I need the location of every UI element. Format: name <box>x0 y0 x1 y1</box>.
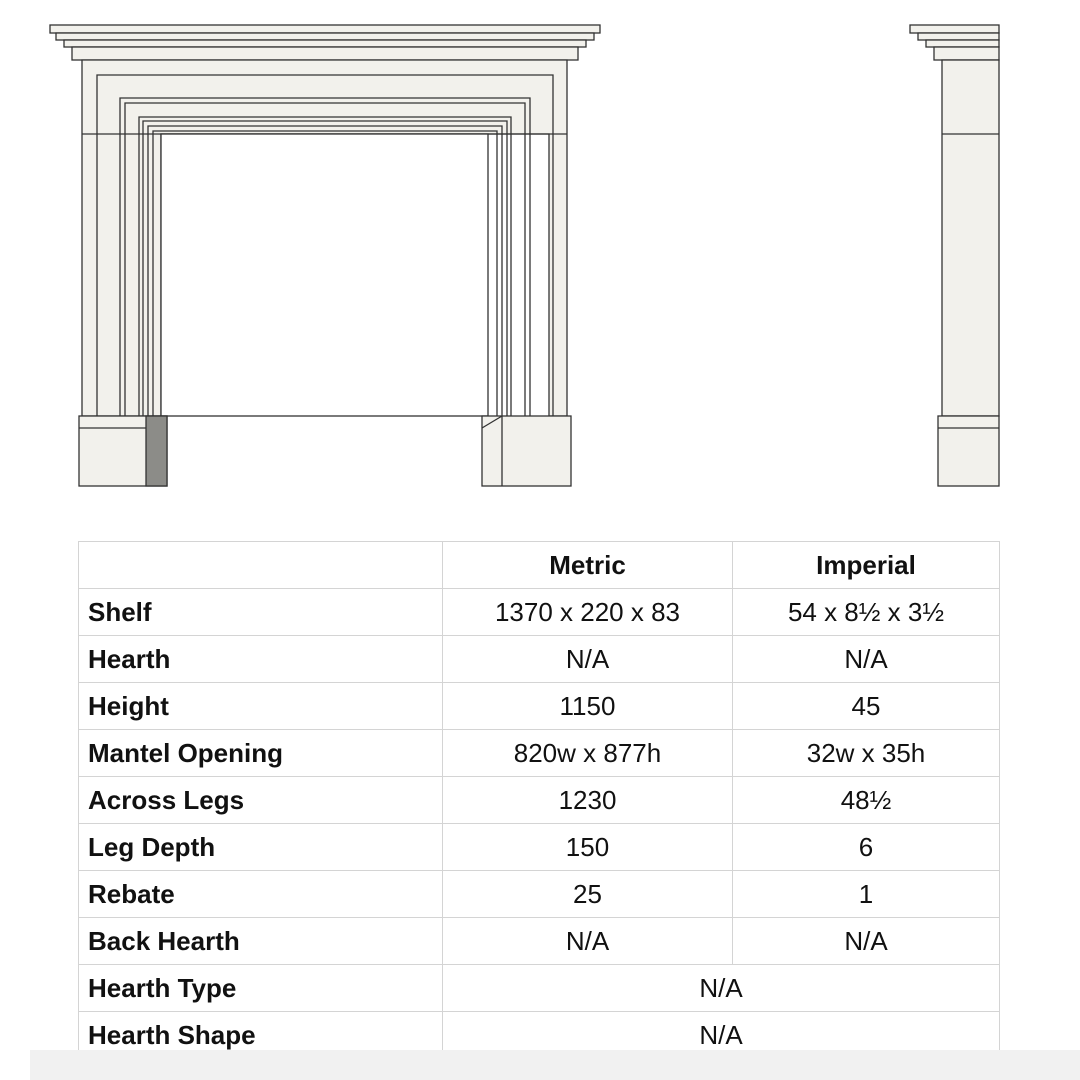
table-row <box>79 824 1000 871</box>
fireplace-opening <box>161 134 488 416</box>
metric-value: N/A <box>443 636 733 683</box>
row-label: Rebate <box>79 871 443 918</box>
table-row <box>79 871 1000 918</box>
row-label: Hearth Type <box>79 965 443 1012</box>
front-elevation-drawing <box>50 25 600 486</box>
imperial-value: 32w x 35h <box>733 730 1000 777</box>
mantel-shelf <box>50 25 600 33</box>
metric-column-header: Metric <box>443 542 733 589</box>
row-label: Hearth Shape <box>79 1012 443 1059</box>
imperial-value: N/A <box>733 918 1000 965</box>
merged-value: N/A <box>443 965 1000 1012</box>
row-label: Leg Depth <box>79 824 443 871</box>
imperial-value: 48½ <box>733 777 1000 824</box>
imperial-value: 54 x 8½ x 3½ <box>733 589 1000 636</box>
row-label: Mantel Opening <box>79 730 443 777</box>
corner-cell <box>79 542 443 589</box>
metric-value: 1370 x 220 x 83 <box>443 589 733 636</box>
table-row <box>79 965 1000 1012</box>
side-elevation-drawing <box>910 25 999 486</box>
table-row <box>79 918 1000 965</box>
imperial-value: 45 <box>733 683 1000 730</box>
metric-value: 1230 <box>443 777 733 824</box>
row-label: Back Hearth <box>79 918 443 965</box>
specification-table <box>78 541 1000 1059</box>
metric-value: N/A <box>443 918 733 965</box>
row-label: Hearth <box>79 636 443 683</box>
table-header-row <box>79 542 1000 589</box>
row-label: Shelf <box>79 589 443 636</box>
right-plinth <box>482 416 571 486</box>
imperial-value: 6 <box>733 824 1000 871</box>
table-row <box>79 589 1000 636</box>
imperial-value: N/A <box>733 636 1000 683</box>
table-row <box>79 683 1000 730</box>
imperial-value: 1 <box>733 871 1000 918</box>
imperial-column-header: Imperial <box>733 542 1000 589</box>
bottom-strip <box>30 1050 1080 1080</box>
fireplace-drawings <box>0 0 1080 500</box>
row-label: Height <box>79 683 443 730</box>
table-row <box>79 730 1000 777</box>
table-row <box>79 777 1000 824</box>
metric-value: 150 <box>443 824 733 871</box>
merged-value: N/A <box>443 1012 1000 1059</box>
metric-value: 820w x 877h <box>443 730 733 777</box>
metric-value: 25 <box>443 871 733 918</box>
table-row <box>79 636 1000 683</box>
row-label: Across Legs <box>79 777 443 824</box>
metric-value: 1150 <box>443 683 733 730</box>
